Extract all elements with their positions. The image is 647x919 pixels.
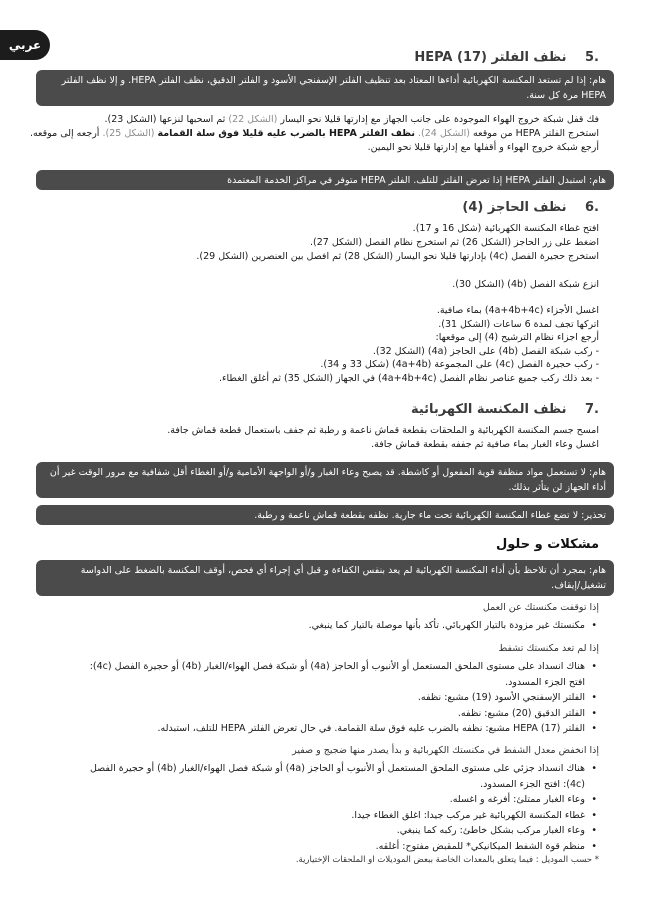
- language-tab: عربي: [0, 30, 50, 60]
- section-6-step-grid: [48, 278, 599, 292]
- step-line: امسح جسم المكنسة الكهربائية و الملحقات بقطعة قماش ناعمة و رطبة ثم جفف باستعمال قطعة قماش جافة.: [167, 425, 599, 436]
- section-5-steps: [29, 113, 599, 155]
- section-6-heading: [462, 200, 599, 215]
- step-line: انزع شبكة الفصل (4b) (الشكل 30).: [452, 279, 599, 290]
- hepa-note-box: [36, 70, 614, 106]
- step-line: - ركب شبكة الفصل (4b) على الحاجز (4a) (الشكل 32).: [372, 345, 599, 357]
- note-line: هام: لا تستعمل مواد منظفة قوية المفعول أو كاشطة. قد يصبح وعاء الغبار و/أو الواجهة الأمامية و/أو الغطاء أقل شفافية مع مرور الوقت غير أن: [49, 467, 606, 478]
- list-item: • منظم قوة الشفط الميكانيكي* للمقبض مفتوح: أغلقه.: [40, 839, 585, 855]
- section-5-number: .5: [585, 50, 599, 65]
- section-7-number: .7: [585, 402, 599, 417]
- section-6-steps: [48, 222, 599, 264]
- list-item: • مكنستك غير مزودة بالتيار الكهربائي. تأكد بأنها موصلة بالتيار كما ينبغي.: [40, 618, 585, 634]
- list-item: • هناك انسداد جزئي على مستوى الملحق المستعمل أو الأنبوب أو الحاجز (4a) أو شبكة فصل الهواء/الغبار (4b) أو حجيرة الفصل: [40, 761, 585, 777]
- step-line: - ركب حجيرة الفصل (4c) على المجموعة (4a+4b) (شكل 33 و 34).: [320, 359, 599, 370]
- section-6-steps-b: [48, 304, 599, 385]
- section-5-heading: [414, 50, 599, 65]
- step-line: اغسل الأجزاء (4a+4b+4c) بماء صافية.: [436, 305, 599, 316]
- note-line: هام: استبدل الفلتر HEPA إذا تعرض الفلتر للتلف. الفلتر HEPA متوفر في مراكز الخدمة المعتمدة: [227, 175, 606, 186]
- step-line: استخرج حجيرة الفصل (4c) بإدارتها قليلا نحو اليسار (الشكل 28) ثم افصل بين العنصرين (الشكل 29).: [196, 251, 599, 262]
- note-line: تحذير: لا تضع غطاء المكنسة الكهربائية تحت ماء جارية. نظفه بقطعة قماش ناعمة و رطبة.: [254, 510, 606, 521]
- list-item: • هناك انسداد على مستوى الملحق المستعمل أو الأنبوب أو الحاجز (4a) أو شبكة فصل الهواء/الغبار (4b) أو حجيرة الفصل (4c):: [40, 659, 585, 675]
- section-7-heading: [411, 402, 599, 417]
- step-line: اغسل وعاء الغبار بماء صافية ثم جففه بقطعة قماش جافة.: [371, 439, 599, 450]
- section-7-title: نظف المكنسة الكهربائية: [410, 402, 567, 417]
- problem-1: إذا توقفت مكنستك عن العمل: [482, 602, 599, 613]
- step-line: استخرج الفلتر HEPA من موقعه (الشكل 24). نظف الفلتر HEPA بالضرب عليه قليلا فوق سلة القمامة (الشكل 25). أرجعه إلى موقعه.: [29, 128, 599, 139]
- section-5-title: نظف الفلتر HEPA (17): [414, 50, 567, 65]
- list-item: • وعاء الغبار مركب بشكل خاطئ: ركبه كما ينبغي.: [40, 823, 585, 839]
- troubleshooting-note: [36, 560, 614, 596]
- footnote: * حسب الموديل : فيما يتعلق بالمعدات الخاصة ببعض الموديلات او الملحقات الإختيارية.: [295, 855, 599, 865]
- section-6-number: .6: [585, 200, 599, 215]
- step-line: اتركها تجف لمدة 6 ساعات (الشكل 31).: [438, 318, 599, 330]
- list-item: افتح الجزء المسدود.: [505, 676, 585, 688]
- list-item: (4c): افتح الجزء المسدود.: [480, 778, 585, 790]
- list-item: • الفلتر الدقيق (20) مشبع: نظفه.: [40, 706, 585, 722]
- note-line: تشغيل/إيقاف.: [551, 580, 606, 591]
- step-line: فك قفل شبكة خروج الهواء الموجودة على جانب الجهاز مع إدارتها قليلا نحو اليسار (الشكل 22) ثم اسحبها لنزعها (الشكل 23).: [104, 114, 599, 125]
- step-line: اضغط على زر الحاجز (الشكل 26) ثم استخرج نظام الفصل (الشكل 27).: [310, 237, 599, 248]
- troubleshooting-heading: مشكلات و حلول: [495, 537, 599, 552]
- section-6-title: نظف الحاجز (4): [462, 200, 567, 215]
- list-item: • غطاء المكنسة الكهربائية غير مركب جيدا: اغلق الغطاء جيدا.: [40, 808, 585, 824]
- problem-3: إذا انخفض معدل الشفط في مكنستك الكهربائية و بدأ يصدر منها ضجيج و صفير: [292, 745, 599, 756]
- problem-3-list: [40, 761, 599, 854]
- step-line: افتح غطاء المكنسة الكهربائية (شكل 16 و 17).: [412, 223, 599, 234]
- problem-2: إذا لم تعد مكنستك تشفط: [498, 643, 599, 654]
- list-item: • وعاء الغبار ممتلئ: أفرغه و اغسله.: [40, 792, 585, 808]
- problem-2-list: [40, 659, 599, 737]
- note-line: أداء الجهاز لن يتأثر بذلك.: [508, 482, 606, 493]
- step-line: - بعد ذلك ركب جميع عناصر نظام الفصل (4a+4b+4c) في الجهاز (الشكل 35) ثم أغلق الغطاء.: [219, 372, 599, 384]
- problem-1-list: [40, 618, 599, 634]
- hepa-replace-note: [36, 170, 614, 190]
- note-line: هام: إذا لم تستعد المكنسة الكهربائية أداءها المعتاد بعد تنظيف الفلتر الإسفنجي الأسود و الفلتر الدقيق، نظف الفلتر HEPA. و إلا نظف الفلتر: [61, 75, 606, 86]
- note-line: هام: بمجرد أن تلاحظ بأن أداء المكنسة الكهربائية لم يعد بنفس الكفاءة و قبل أي إجراء أي فحص، أوقف المكنسة بالضغط على الدواسة: [80, 565, 606, 576]
- note-line: HEPA مرة كل سنة.: [526, 90, 606, 101]
- warning-box: [36, 505, 614, 525]
- step-line: أرجع شبكة خروج الهواء و أقفلها مع إدارتها قليلا نحو اليمين.: [367, 142, 599, 153]
- step-line: أرجع اجزاء نظام الترشيح (4) إلى موقعها:: [435, 332, 599, 343]
- section-7-text: [48, 424, 599, 452]
- cleaning-note-box: [36, 462, 614, 498]
- list-item: • الفلتر الإسفنجي الأسود (19) مشبع: نظفه.: [40, 690, 585, 706]
- list-item: • الفلتر HEPA (17) مشبع: نظفه بالضرب عليه فوق سلة القمامة. في حال تعرض الفلتر HEPA للتلف، استبدله.: [40, 721, 585, 737]
